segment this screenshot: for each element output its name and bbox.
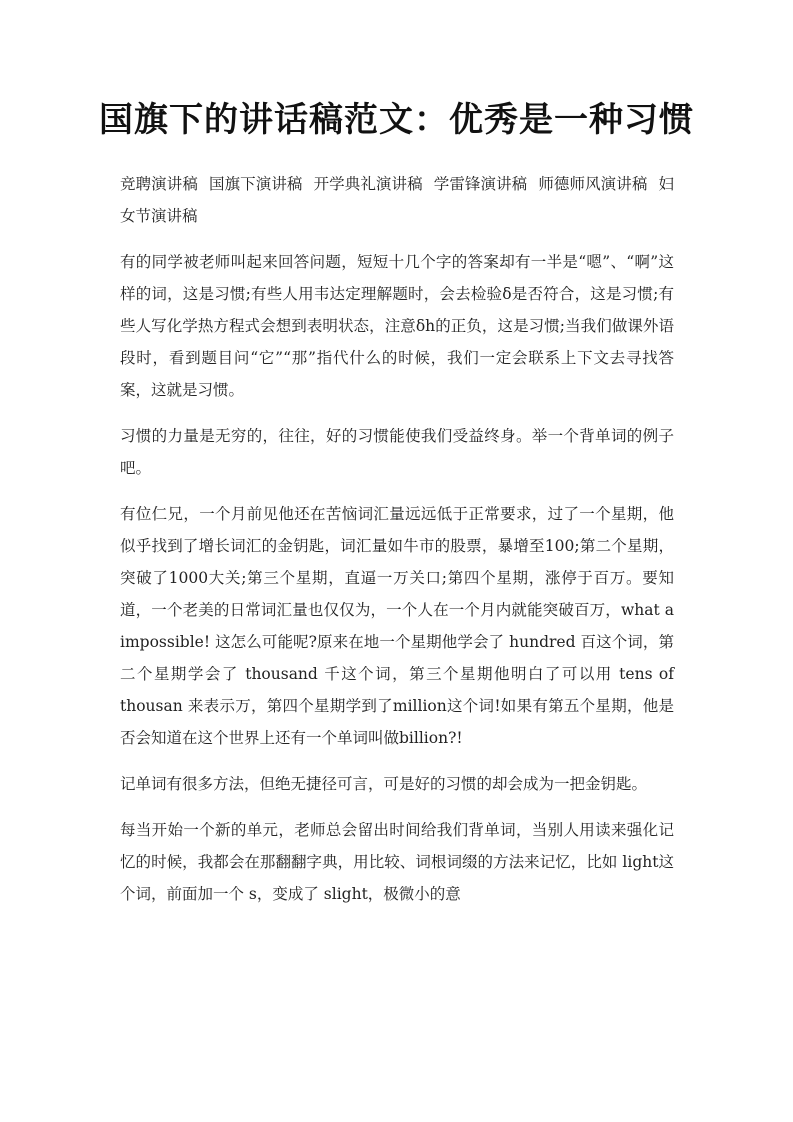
- body-paragraph: 记单词有很多方法，但绝无捷径可言，可是好的习惯的却会成为一把金钥匙。: [120, 775, 648, 793]
- tag-list: [120, 168, 674, 232]
- page-title: 国旗下的讲话稿范文：优秀是一种习惯: [99, 100, 694, 140]
- body-paragraph: 有位仁兄，一个月前见他还在苦恼词汇量远远低于正常要求，过了一个星期，他似乎找到了增长词汇的金钥匙，词汇量如牛市的股票，暴增至100;第二个星期，突破了1000大关;第三个星期，直逼一万关口;第四个星期，涨停于百万。要知道，一个老美的日常词汇量也仅仅为，一个人在一个月内就能突破百万，what a impossible! 这怎么可能呢?原来在地一个星期他学会了 hundred 百这个词，第二个星期学会了 thousand 千这个词，第三个星期他明白了可以用 tens of thousan 来表示万，第四个星期学到了million这个词!如果有第五个星期，他是否会知道在这个世界上还有一个单词叫做billion?!: [120, 505, 674, 747]
- tag-link[interactable]: 学雷锋演讲稿: [433, 175, 528, 193]
- body-paragraph: 每当开始一个新的单元，老师总会留出时间给我们背单词，当别人用读来强化记忆的时候，我都会在那翻翻字典，用比较、词根词缀的方法来记忆，比如 light这个词，前面加一个 s，变成了 slight，极微小的意: [120, 821, 674, 903]
- body-paragraph: 有的同学被老师叫起来回答问题，短短十几个字的答案却有一半是“嗯”、“啊”这样的词，这是习惯;有些人用韦达定理解题时，会去检验δ是否符合，这是习惯;有些人写化学热方程式会想到表明状态，注意δh的正负，这是习惯;当我们做课外语段时，看到题目问“它”“那”指代什么的时候，我们一定会联系上下文去寻找答案，这就是习惯。: [120, 253, 674, 399]
- body-paragraph: 习惯的力量是无穷的，往往，好的习惯能使我们受益终身。举一个背单词的例子吧。: [120, 427, 674, 477]
- tag-link[interactable]: 竞聘演讲稿: [120, 175, 198, 193]
- tag-link[interactable]: 妇女节演讲稿: [120, 175, 674, 225]
- tag-link[interactable]: 国旗下演讲稿: [208, 175, 303, 193]
- tag-link[interactable]: 开学典礼演讲稿: [313, 175, 423, 193]
- tag-link[interactable]: 师德师风演讲稿: [538, 175, 648, 193]
- document-body: [120, 168, 674, 924]
